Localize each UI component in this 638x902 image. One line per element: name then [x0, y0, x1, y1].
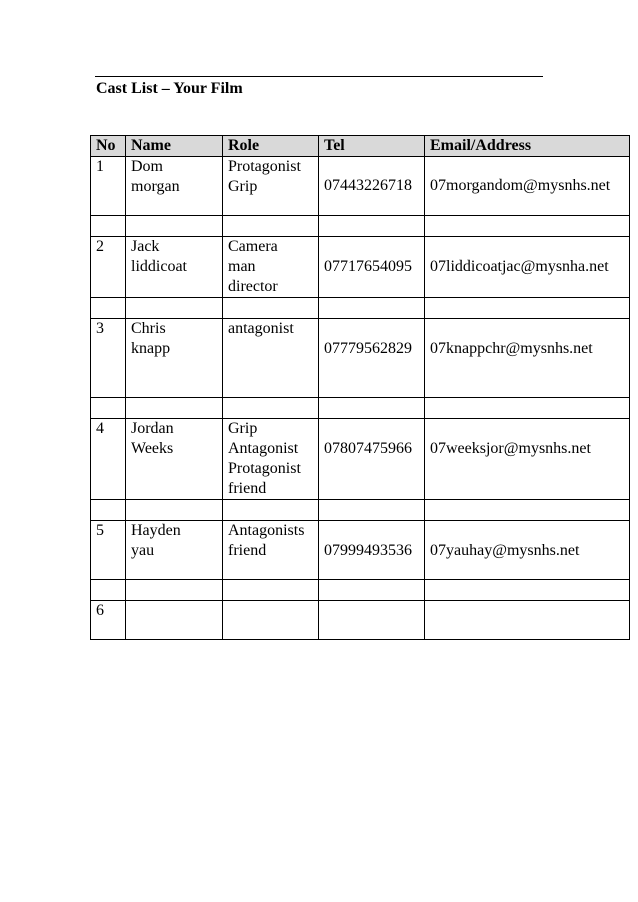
empty-cell	[319, 580, 425, 601]
spacer-row	[91, 298, 630, 319]
empty-cell	[91, 298, 126, 319]
role-line: Grip	[228, 420, 258, 437]
role-line: friend	[228, 542, 267, 559]
role-line: Grip	[228, 178, 258, 195]
header-no: No	[91, 136, 126, 157]
name-line: Dom	[131, 158, 163, 175]
empty-cell	[126, 298, 223, 319]
cell-email: 07liddicoatjac@mysnha.net	[425, 237, 630, 298]
cell-no: 3	[91, 319, 126, 398]
cell-tel: 07443226718	[319, 157, 425, 216]
empty-cell	[126, 216, 223, 237]
empty-cell	[223, 298, 319, 319]
page-title: Cast List – Your Film	[96, 80, 243, 97]
spacer-row	[91, 216, 630, 237]
cell-role	[223, 521, 319, 580]
name-line: liddicoat	[131, 258, 187, 275]
header-name: Name	[126, 136, 223, 157]
cell-tel: 07717654095	[319, 237, 425, 298]
cell-tel: 07779562829	[319, 319, 425, 398]
cell-no: 4	[91, 419, 126, 500]
table-row	[91, 419, 630, 500]
cell-name	[126, 601, 223, 640]
table-row	[91, 237, 630, 298]
empty-cell	[223, 580, 319, 601]
name-line: Hayden	[131, 522, 181, 539]
top-rule	[95, 76, 543, 77]
header-role: Role	[223, 136, 319, 157]
role-line: Antagonists	[228, 522, 305, 539]
cell-tel	[319, 601, 425, 640]
name-line: knapp	[131, 340, 171, 357]
empty-cell	[91, 500, 126, 521]
cell-email: 07morgandom@mysnhs.net	[425, 157, 630, 216]
name-line: Jack	[131, 238, 160, 255]
header-email: Email/Address	[425, 136, 630, 157]
spacer-row	[91, 580, 630, 601]
empty-cell	[126, 398, 223, 419]
cell-name	[126, 521, 223, 580]
role-line: director	[228, 278, 278, 295]
empty-cell	[425, 398, 630, 419]
empty-cell	[425, 500, 630, 521]
empty-cell	[126, 500, 223, 521]
cell-name	[126, 419, 223, 500]
table-row	[91, 521, 630, 580]
cell-name	[126, 237, 223, 298]
cell-email: 07weeksjor@mysnhs.net	[425, 419, 630, 500]
empty-cell	[91, 398, 126, 419]
name-line: morgan	[131, 178, 180, 195]
table-row	[91, 601, 630, 640]
cell-no: 6	[91, 601, 126, 640]
empty-cell	[425, 216, 630, 237]
spacer-row	[91, 500, 630, 521]
cell-no: 5	[91, 521, 126, 580]
header-tel: Tel	[319, 136, 425, 157]
spacer-row	[91, 398, 630, 419]
role-line: Protagonist	[228, 460, 301, 477]
cell-email	[425, 601, 630, 640]
name-line: Jordan	[131, 420, 174, 437]
role-line: Camera	[228, 238, 278, 255]
role-line: man	[228, 258, 256, 275]
table-row	[91, 319, 630, 398]
empty-cell	[223, 216, 319, 237]
cell-role	[223, 237, 319, 298]
empty-cell	[319, 500, 425, 521]
table-header-row	[91, 136, 630, 157]
cell-no: 2	[91, 237, 126, 298]
cell-role	[223, 319, 319, 398]
empty-cell	[91, 580, 126, 601]
cell-tel: 07999493536	[319, 521, 425, 580]
empty-cell	[319, 398, 425, 419]
role-line: Antagonist	[228, 440, 299, 457]
empty-cell	[223, 500, 319, 521]
cell-no: 1	[91, 157, 126, 216]
empty-cell	[319, 298, 425, 319]
table-row	[91, 157, 630, 216]
cell-email: 07knappchr@mysnhs.net	[425, 319, 630, 398]
cell-name	[126, 319, 223, 398]
name-line: Chris	[131, 320, 166, 337]
empty-cell	[425, 580, 630, 601]
name-line: yau	[131, 542, 155, 559]
cell-tel: 07807475966	[319, 419, 425, 500]
name-line: Weeks	[131, 440, 174, 457]
role-line: Protagonist	[228, 158, 301, 175]
empty-cell	[91, 216, 126, 237]
cell-email: 07yauhay@mysnhs.net	[425, 521, 630, 580]
cell-role	[223, 419, 319, 500]
cell-role	[223, 601, 319, 640]
cast-table	[90, 135, 630, 640]
empty-cell	[126, 580, 223, 601]
cell-role	[223, 157, 319, 216]
cell-name	[126, 157, 223, 216]
empty-cell	[319, 216, 425, 237]
empty-cell	[425, 298, 630, 319]
empty-cell	[223, 398, 319, 419]
role-line: friend	[228, 480, 267, 497]
role-line: antagonist	[228, 320, 294, 337]
